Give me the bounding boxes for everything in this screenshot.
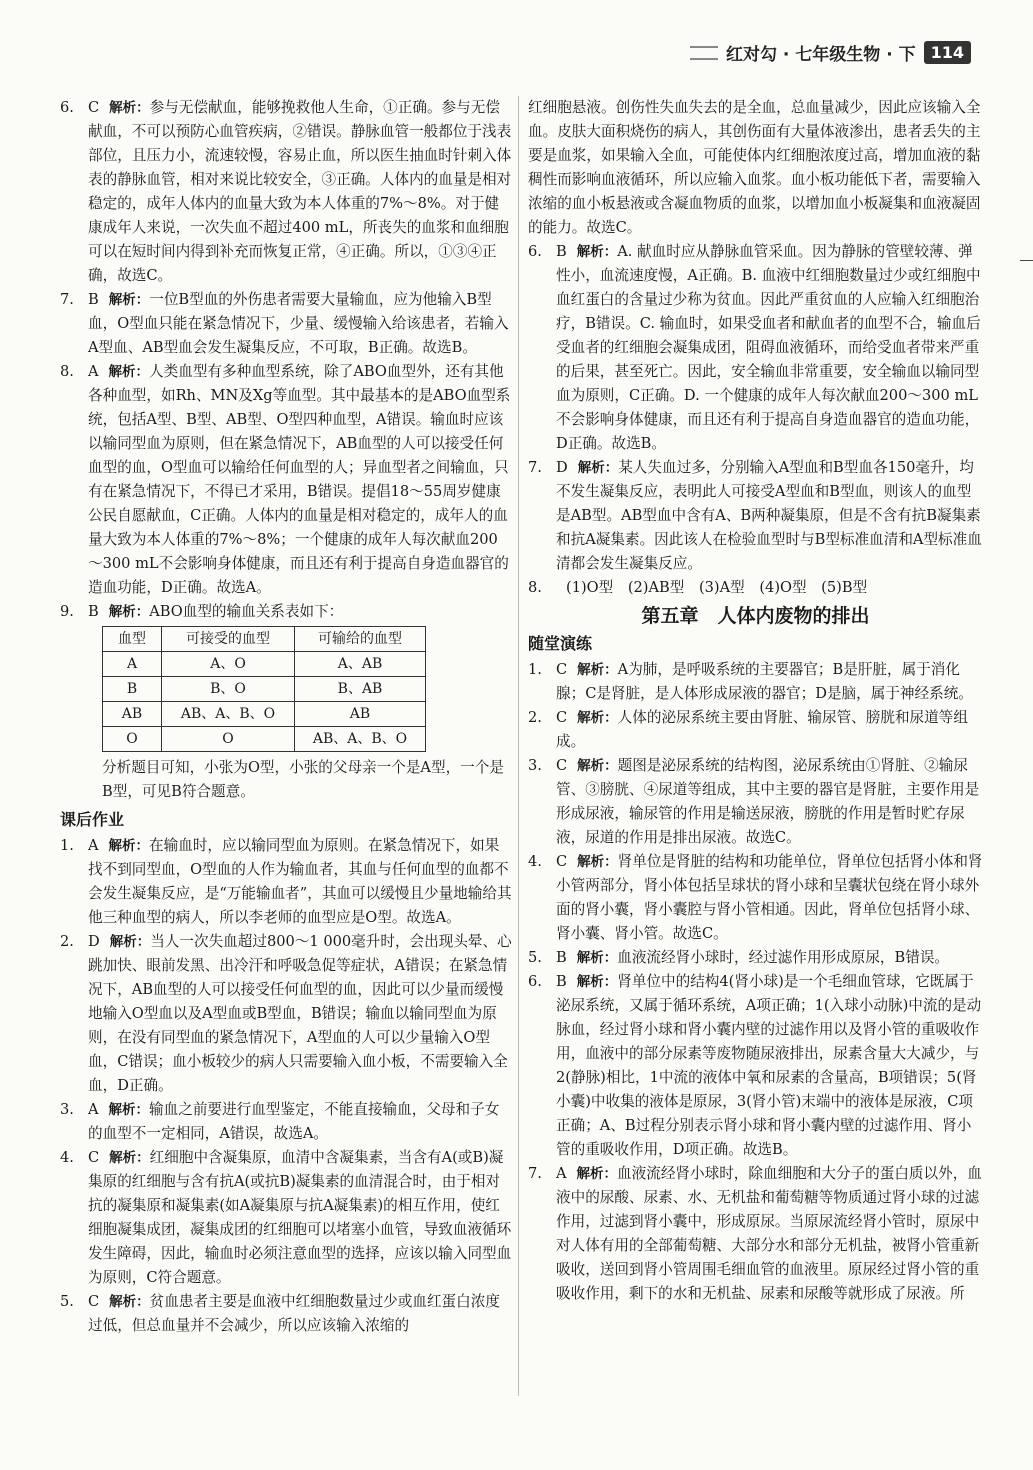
answer-letter: B <box>88 603 99 620</box>
blood-type-table <box>102 626 426 752</box>
analysis-text: 某人失血过多，分别输入A型血和B型血各150毫升，均不发生凝集反应，表明此人可接受A型血和B型血，则该人的血型是AB型。AB型血中含有A、B两种凝集原，但是不含有抗B凝集素和抗A凝集素。因此该人在检验血型时与B型标准血清和A型标准血清都会发生凝集反应。 <box>556 459 982 572</box>
table-row <box>103 727 426 752</box>
analysis-text: 在输血时，应以输同型血为原则。在紧急情况下，如果找不到同型血，O型血的人作为输血者，其血与任何血型的血都不会发生凝集反应，是“万能输血者”，其血可以缓慢且少量地输给其他三种血型的病人，所以李老师的血型应是O型。故选A。 <box>88 837 512 926</box>
analysis-text: 参与无偿献血，能够挽救他人生命，①正确。参与无偿献血，不可以预防心血管疾病，②错误。静脉血管一般都位于浅表部位，且压力小，流速较慢，容易止血，所以医生抽血时针刺入体表的静脉血管，相对来说比较安全，③正确。人体内的血量是相对稳定的，成年人体内的血量大致为本人体重的7%～8%。对于健康成年人来说，一次失血不超过400 mL，所丧失的血浆和血细胞可以在短时间内得到补充而恢复正常，④正确。所以，①③④正确，故选C。 <box>88 99 512 284</box>
answer-item <box>60 288 512 360</box>
answer-item <box>528 850 983 946</box>
analysis-text: 贫血患者主要是血液中红细胞数量过少或血红蛋白浓度过低，但总血量并不会减少，所以应该输入浓缩的 <box>88 1293 500 1334</box>
analysis-text: 题图是泌尿系统的结构图，泌尿系统由①肾脏、②输尿管、③膀胱、④尿道等组成，其中主要的器官是肾脏，主要作用是形成尿液，输尿管的作用是输送尿液，膀胱的作用是暂时贮存尿液，尿道的作用是排出尿液。故选C。 <box>556 757 980 846</box>
right-column <box>528 96 983 1306</box>
question-number: 1. <box>528 661 542 678</box>
analysis-label: 解析： <box>577 662 618 678</box>
section-heading: 课后作业 <box>60 810 125 829</box>
book-title: 红对勾 · 七年级生物 · 下 <box>726 45 916 65</box>
answer-item <box>60 1290 512 1338</box>
analysis-label: 解析： <box>577 854 618 870</box>
analysis-label: 解析： <box>108 1102 150 1118</box>
table-cell: AB <box>103 702 162 727</box>
analysis-text: 一位B型血的外伤患者需要大量输血，应为他输入B型血，O型血只能在紧急情况下，少量、缓慢输入给该患者，若输入A型血、AB型血会发生凝集反应，不可取，B正确。故选B。 <box>88 291 509 356</box>
analysis-text: 当人一次失血超过800～1 000毫升时，会出现头晕、心跳加快、眼前发黑、出冷汗和呼吸急促等症状，A错误；在紧急情况下，AB血型的人可以接受任何血型的血，因此可以少量而缓慢地输入O型血以及A型血或B型血，B错误；输血以输同型血为原则，在没有同型血的紧急情况下，A型血的人可以少量输入O型血，C错误；血小板较少的病人只需要输入血小板，不需要输入全血，D正确。 <box>88 933 512 1094</box>
answer-item <box>528 576 983 600</box>
table-cell: A <box>103 652 162 677</box>
table-cell: O <box>103 727 162 752</box>
answer-item <box>528 456 983 576</box>
answer-item <box>528 754 983 850</box>
answer-letter: B <box>556 973 567 990</box>
answer-letter: A <box>88 1101 99 1118</box>
answer-item <box>528 658 983 706</box>
answer-letter: B <box>556 243 567 260</box>
analysis-label: 解析： <box>109 1294 150 1310</box>
answer-letter: B <box>88 291 99 308</box>
table-row <box>103 652 426 677</box>
answer-item <box>60 600 512 624</box>
question-number: 2. <box>528 709 542 726</box>
answer-letter: C <box>88 99 100 116</box>
answer-item <box>528 706 983 754</box>
table-conclusion: 分析题目可知，小张为O型，小张的父母亲一个是A型，一个是B型，可见B符合题意。 <box>102 759 504 800</box>
table-cell: O <box>162 727 295 752</box>
chapter-title: 第五章 人体内废物的排出 <box>641 605 870 627</box>
question-number: 5. <box>528 949 542 966</box>
section-heading: 随堂演练 <box>528 634 593 653</box>
answer-letter: A <box>556 1165 567 1182</box>
continued-text: 红细胞悬液。创伤性失血失去的是全血，总血量减少，因此应该输入全血。皮肤大面积烧伤的病人，其创伤面有大量体液渗出，患者丢失的主要是血浆，如果输入全血，可能使体内红细胞浓度过高，增加血液的黏稠性而影响血液循环，所以应输入血浆。血小板功能低下者，需要输入浓缩的血小板悬液或含凝血物质的血浆，以增加血小板凝集和血液凝固的能力。故选C。 <box>528 99 981 236</box>
table-cell: AB <box>295 702 426 727</box>
answer-letter: C <box>88 1149 100 1166</box>
analysis-text: ABO血型的输血关系表如下： <box>149 603 344 620</box>
question-number: 2. <box>60 933 74 950</box>
answer-letter: C <box>556 853 568 870</box>
analysis-label: 解析： <box>108 838 150 854</box>
page-number: 114 <box>924 41 971 64</box>
left-column <box>60 96 512 1338</box>
question-number: 6. <box>528 243 542 260</box>
analysis-label: 解析： <box>577 710 618 726</box>
table-cell: B、AB <box>295 677 426 702</box>
answer-letter: C <box>556 709 568 726</box>
answer-item <box>60 834 512 930</box>
answer-letter: C <box>556 757 568 774</box>
question-number: 7. <box>60 291 74 308</box>
analysis-text: 血液流经肾小球时，除血细胞和大分子的蛋白质以外，血液中的尿酸、尿素、水、无机盐和葡萄糖等物质通过肾小球的过滤作用，过滤到肾小囊中，形成原尿。当原尿流经肾小管时，原尿中对人体有用的全部葡萄糖、大部分水和部分无机盐，被肾小管重新吸收，送回到肾小管周围毛细血管的血液里。原尿经过肾小管的重吸收作用，剩下的水和无机盐、尿素和尿酸等就形成了尿液。所 <box>556 1165 982 1302</box>
question-number: 4. <box>60 1149 74 1166</box>
question-number: 8. <box>528 579 542 596</box>
page-header <box>690 40 971 65</box>
question-number: 7. <box>528 459 542 476</box>
table-header: 可输给的血型 <box>295 627 426 652</box>
question-number: 8. <box>60 363 74 380</box>
table-cell: AB、A、B、O <box>162 702 295 727</box>
answer-letter: A <box>88 363 99 380</box>
answer-letter: C <box>556 661 568 678</box>
analysis-text: 红细胞中含凝集原，血清中含凝集素，当含有A(或B)凝集原的红细胞与含有抗A(或抗B)凝集素的血清混合时，由于相对抗的凝集原和凝集素(如A凝集原与抗A凝集素)的相互作用，使红细胞凝集成团，凝集成团的红细胞可以堵塞小血管，导致血液循环发生障碍，因此，输血时必须注意血型的选择，应该以输入同型血为原则，C符合题意。 <box>88 1149 512 1286</box>
analysis-label: 解析： <box>577 460 619 476</box>
answer-item <box>60 96 512 288</box>
answer-item <box>528 970 983 1162</box>
answer-item <box>60 360 512 600</box>
question-number: 9. <box>60 603 74 620</box>
analysis-label: 解析： <box>577 758 618 774</box>
table-cell: A、O <box>162 652 295 677</box>
question-number: 3. <box>60 1101 74 1118</box>
analysis-label: 解析： <box>109 1150 150 1166</box>
answer-item <box>528 1162 983 1306</box>
analysis-text: A. 献血时应从静脉血管采血。因为静脉的管壁较薄、弹性小，血流速度慢，A正确。B. 血液中红细胞数量过少或红细胞中血红蛋白的含量过少称为贫血。因此严重贫血的人应输入红细胞治疗，B错误。C. 输血时，如果受血者和献血者的血型不合，输血后受血者的红细胞会凝集成团，阻碍血液循环，而给受血者带来严重的后果，甚至死亡。因此，安全输血非常重要，安全输血以输同型血为原则，C正确。D. 一个健康的成年人每次献血200～300 mL不会影响身体健康，而且还有利于提高自身造血器官的造血功能，D正确。故选B。 <box>556 243 981 452</box>
analysis-text: 人体的泌尿系统主要由肾脏、输尿管、膀胱和尿道等组成。 <box>556 709 968 750</box>
table-cell: B、O <box>162 677 295 702</box>
question-number: 3. <box>528 757 542 774</box>
analysis-label: 解析： <box>108 364 150 380</box>
margin-mark <box>1020 260 1033 261</box>
table-cell: AB、A、B、O <box>295 727 426 752</box>
analysis-label: 解析： <box>109 934 151 950</box>
table-cell: A、AB <box>295 652 426 677</box>
answer-item <box>528 946 983 970</box>
answer-item <box>60 1098 512 1146</box>
analysis-text: 输血之前要进行血型鉴定，不能直接输血，父母和子女的血型不一定相同，A错误，故选A。 <box>88 1101 500 1142</box>
table-header: 可接受的血型 <box>162 627 295 652</box>
answer-letter: D <box>556 459 568 476</box>
header-lines-icon <box>690 46 718 60</box>
analysis-text: 肾单位中的结构4(肾小球)是一个毛细血管球，它既属于泌尿系统，又属于循环系统，A项正确；1(入球小动脉)中流的是动脉血，经过肾小球和肾小囊内壁的过滤作用以及肾小管的重吸收作用，血液中的部分尿素等废物随尿液排出，尿素含量大大减少，与2(静脉)相比，1中流的液体中氧和尿素的含量高，B项错误；5(肾小囊)中收集的液体是原尿，3(肾小管)末端中的液体是尿液，C项正确；A、B过程分别表示肾小球和肾小囊内壁的过滤作用、肾小管的重吸收作用，D项正确。故选B。 <box>556 973 982 1158</box>
table-cell: B <box>103 677 162 702</box>
table-row <box>103 677 426 702</box>
analysis-label: 解析： <box>576 974 618 990</box>
answer-letter: A <box>88 837 99 854</box>
analysis-label: 解析： <box>576 244 618 260</box>
analysis-label: 解析： <box>108 604 150 620</box>
analysis-label: 解析： <box>576 950 618 966</box>
question-number: 5. <box>60 1293 74 1310</box>
answer-item <box>528 240 983 456</box>
analysis-text: 人类血型有多种血型系统，除了ABO血型外，还有其他各种血型，如Rh、MN及Xg等血型。其中最基本的是ABO血型系统，包括A型、B型、AB型、O型四种血型，A错误。输血时应该以输同型血为原则，但在紧急情况下，AB血型的人可以接受任何血型的血，O型血可以输给任何血型的人；异血型者之间输血，只有在紧急情况下，不得已才采用，B错误。提倡18～55周岁健康公民自愿献血，C正确。人体内的血量是相对稳定的，成年人的血量大致为本人体重的7%～8%；一个健康的成年人每次献血200～300 mL不会影响身体健康，而且还有利于提高自身造血器官的造血功能，D正确。故选A。 <box>88 363 511 596</box>
analysis-label: 解析： <box>576 1166 618 1182</box>
answer-item <box>60 930 512 1098</box>
analysis-text: (1)O型 (2)AB型 (3)A型 (4)O型 (5)B型 <box>566 579 868 596</box>
column-divider <box>518 96 519 1396</box>
analysis-label: 解析： <box>108 292 150 308</box>
analysis-text: 肾单位是肾脏的结构和功能单位，肾单位包括肾小体和肾小管两部分，肾小体包括呈球状的肾小球和呈囊状包绕在肾小球外面的肾小囊，肾小囊腔与肾小管相通。因此，肾单位包括肾小球、肾小囊、肾小管。故选C。 <box>556 853 983 942</box>
analysis-text: A为肺，是呼吸系统的主要器官；B是肝脏，属于消化腺；C是肾脏，是人体形成尿液的器官；D是脑，属于神经系统。 <box>556 661 973 702</box>
question-number: 6. <box>60 99 74 116</box>
answer-letter: B <box>556 949 567 966</box>
question-number: 6. <box>528 973 542 990</box>
analysis-label: 解析： <box>109 100 150 116</box>
analysis-text: 血液流经肾小球时，经过滤作用形成原尿，B错误。 <box>617 949 950 966</box>
table-row <box>103 702 426 727</box>
answer-letter: D <box>88 933 100 950</box>
answer-letter: C <box>88 1293 100 1310</box>
question-number: 4. <box>528 853 542 870</box>
table-header: 血型 <box>103 627 162 652</box>
question-number: 7. <box>528 1165 542 1182</box>
table-header-row <box>103 627 426 652</box>
question-number: 1. <box>60 837 74 854</box>
answer-item <box>60 1146 512 1290</box>
